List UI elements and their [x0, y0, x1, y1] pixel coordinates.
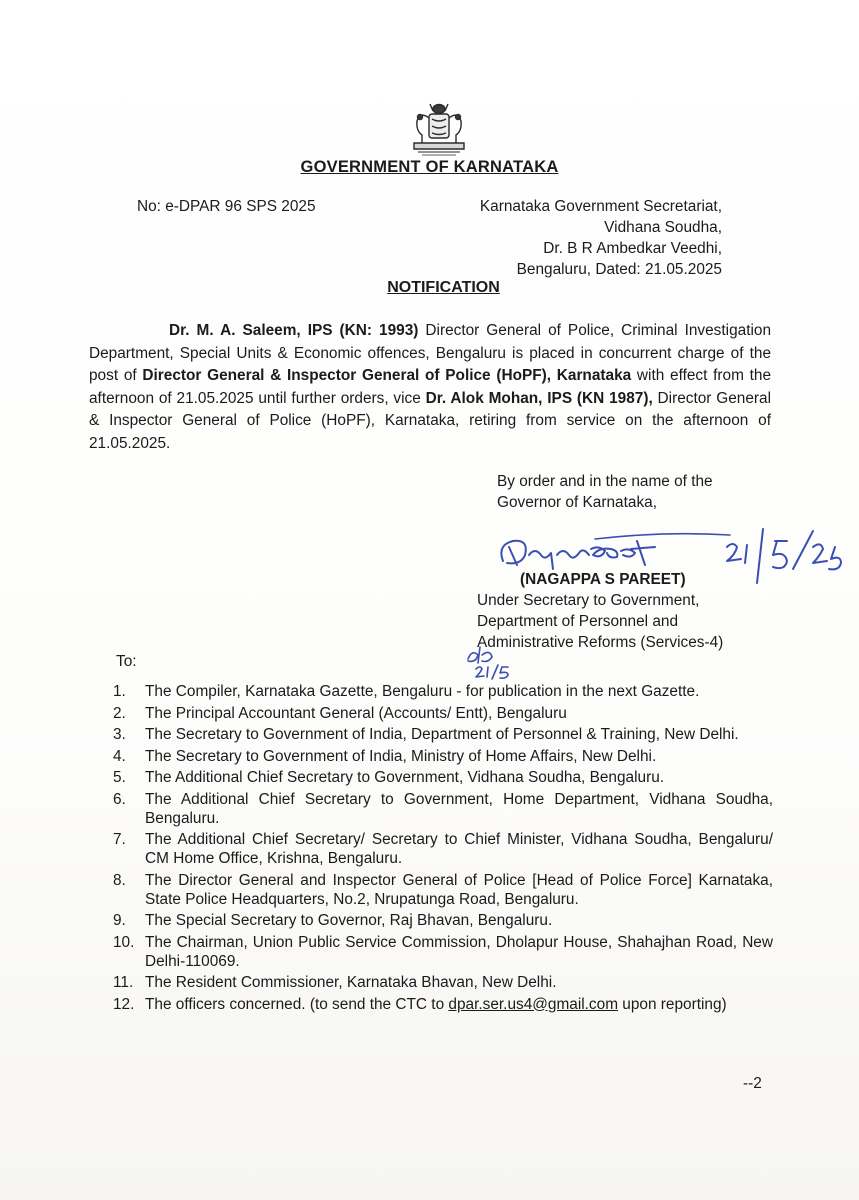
address-line: Dr. B R Ambedkar Veedhi,	[543, 240, 722, 257]
body-text: Director General of Police, Criminal Investigation Department, Special Units & Economic offences, Bengaluru is placed in concurrent charge of the post of	[89, 322, 772, 384]
list-item: 5. The Additional Chief Secretary to Government, Vidhana Soudha, Bengaluru.	[113, 769, 665, 786]
authority-line: By order and in the name of the	[497, 473, 713, 490]
reference-number: No: e-DPAR 96 SPS 2025	[137, 198, 316, 215]
body-text: with effect from the afternoon of 21.05.2025 until further orders, vice	[89, 367, 772, 407]
list-item: 10. The Chairman, Union Public Service Commission, Dholapur House, Shahajhan Road, New Delhi-110069.	[113, 933, 773, 970]
address-line-date: Bengaluru, Dated: 21.05.2025	[516, 261, 722, 278]
designation-line: Department of Personnel and	[477, 613, 679, 630]
signatory-name: (NAGAPPA S PAREET)	[520, 571, 686, 588]
government-title: GOVERNMENT OF KARNATAKA	[300, 158, 559, 176]
address-line: Vidhana Soudha,	[604, 219, 722, 236]
predecessor-name: Dr. Alok Mohan, IPS (KN 1987),	[425, 389, 653, 407]
distribution-list	[113, 682, 773, 1016]
page-marker: --2	[743, 1075, 762, 1092]
list-item: 8. The Director General and Inspector General of Police [Head of Police Force] Karnataka, State Police Headquarters, No.2, Nrupatunga Road, Bengaluru.	[113, 871, 773, 908]
notification-title: NOTIFICATION	[387, 279, 500, 296]
notification-body	[89, 320, 771, 455]
list-item: 2. The Principal Accountant General (Accounts/ Entt), Bengaluru	[113, 704, 567, 722]
list-item: 11. The Resident Commissioner, Karnataka Bhavan, New Delhi.	[113, 974, 557, 991]
karnataka-state-emblem-icon	[408, 97, 470, 159]
designation-line: Administrative Reforms (Services-4)	[477, 634, 724, 651]
handwritten-initials	[462, 643, 532, 681]
to-label: To:	[116, 653, 137, 670]
post-name: Director General & Inspector General of Police (HoPF), Karnataka	[142, 367, 632, 384]
list-item: 12. The officers concerned. (to send the CTC to dpar.ser.us4@gmail.com upon reporting)	[113, 995, 727, 1013]
list-item: 6. The Additional Chief Secretary to Government, Home Department, Vidhana Soudha, Bengaluru.	[113, 790, 773, 827]
address-line: Karnataka Government Secretariat,	[479, 198, 722, 215]
officer-name: Dr. M. A. Saleem, IPS (KN: 1993)	[169, 322, 419, 339]
secretariat-address	[380, 196, 722, 280]
authority-line: Governor of Karnataka,	[497, 494, 657, 511]
list-item: 1. The Compiler, Karnataka Gazette, Bengaluru - for publication in the next Gazette.	[113, 683, 700, 700]
list-item: 4. The Secretary to Government of India, Ministry of Home Affairs, New Delhi.	[113, 747, 657, 765]
designation-line: Under Secretary to Government,	[477, 592, 700, 609]
email-link[interactable]: dpar.ser.us4@gmail.com	[448, 995, 619, 1013]
body-text: Director General & Inspector General of Police (HoPF), Karnataka, retiring from service on the afternoon of 21.05.2025.	[89, 389, 771, 452]
list-item: 7. The Additional Chief Secretary/ Secretary to Chief Minister, Vidhana Soudha, Bengaluru/ CM Home Office, Krishna, Bengaluru.	[113, 831, 773, 867]
authority-block	[497, 471, 713, 513]
list-item: 9. The Special Secretary to Governor, Raj Bhavan, Bengaluru.	[113, 912, 553, 929]
list-item: 3. The Secretary to Government of India, Department of Personnel & Training, New Delhi.	[113, 726, 739, 743]
